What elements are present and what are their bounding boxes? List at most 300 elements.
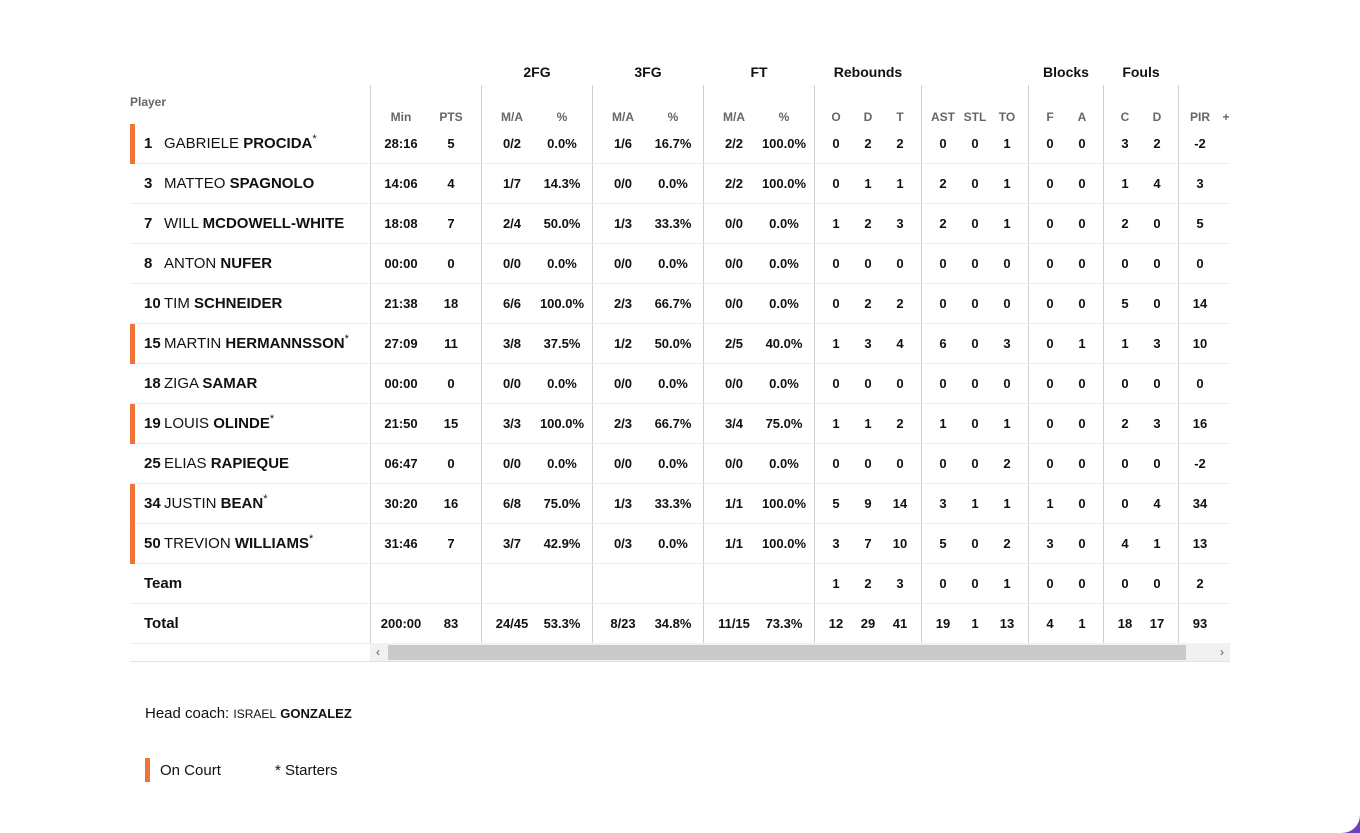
- stat-min: 28:16: [384, 136, 418, 151]
- player-first-name: TREVION: [164, 535, 231, 552]
- table-row: [130, 284, 370, 324]
- stat-fg2_ma: 6/6: [502, 296, 522, 311]
- player-name[interactable]: [164, 484, 267, 524]
- stat-fouls_c: 2: [1121, 416, 1129, 431]
- stat-fg2_pct: 37.5%: [543, 336, 581, 351]
- stat-reb_o: 0: [832, 256, 840, 271]
- player-last-name: BEAN: [220, 495, 264, 512]
- stat-fg2_ma: 2/4: [502, 216, 522, 231]
- player-first-name: LOUIS: [164, 415, 210, 432]
- stat-to: 0: [1003, 296, 1011, 311]
- player-first-name: ZIGA: [164, 375, 199, 392]
- stat-fg3_pct: 0.0%: [658, 256, 688, 271]
- stat-pir: 34: [1192, 496, 1208, 511]
- stat-pir: -2: [1194, 456, 1206, 471]
- stat-blk_f: 1: [1046, 496, 1054, 511]
- stat-min: 00:00: [384, 376, 418, 391]
- stat-to: 3: [1003, 336, 1011, 351]
- stat-to: 0: [1003, 256, 1011, 271]
- stat-fouls_c: 0: [1121, 576, 1129, 591]
- stat-fouls_d: 0: [1153, 256, 1161, 271]
- group-header-fouls: Fouls: [1122, 64, 1160, 80]
- stat-stl: 0: [971, 136, 979, 151]
- stat-reb_t: 2: [896, 416, 904, 431]
- horizontal-scrollbar[interactable]: [370, 643, 1230, 662]
- stat-ft_pct: 73.3%: [765, 616, 803, 631]
- column-header-fg3_ma[interactable]: M/A: [612, 110, 634, 124]
- team-stats-row: [370, 564, 1230, 604]
- stat-fouls_d: 3: [1153, 336, 1161, 351]
- stat-ft_pct: 0.0%: [769, 256, 799, 271]
- column-header-fouls_d[interactable]: D: [1152, 110, 1162, 124]
- stat-fouls_d: 17: [1149, 616, 1165, 631]
- oncourt-indicator: [130, 124, 135, 164]
- stat-fg3_pct: 66.7%: [654, 296, 692, 311]
- stat-ast: 3: [939, 496, 947, 511]
- stat-fg2_pct: 50.0%: [543, 216, 581, 231]
- total-label: Total: [144, 615, 179, 632]
- stat-blk_f: 0: [1046, 376, 1054, 391]
- stat-fg3_ma: 8/23: [610, 616, 636, 631]
- table-row: [130, 364, 370, 404]
- stat-fg3_ma: 0/0: [613, 456, 633, 471]
- stat-blk_a: 0: [1078, 296, 1086, 311]
- stat-ft_ma: 0/0: [724, 456, 744, 471]
- stat-pir: 3: [1196, 176, 1204, 191]
- oncourt-indicator: [130, 404, 135, 444]
- stat-reb_o: 0: [832, 176, 840, 191]
- head-coach-label: Head coach:: [145, 705, 230, 722]
- stat-pir: 0: [1196, 376, 1204, 391]
- stat-ast: 19: [935, 616, 951, 631]
- stat-min: [375, 564, 427, 604]
- group-header-reb: Rebounds: [833, 64, 903, 80]
- stat-pir: 2: [1196, 576, 1204, 591]
- stat-blk_f: 0: [1046, 216, 1054, 231]
- stat-fg2_pct: 100.0%: [539, 296, 585, 311]
- stat-fg3_pct: 0.0%: [658, 176, 688, 191]
- stat-reb_t: 3: [896, 216, 904, 231]
- player-name-cell[interactable]: [130, 164, 370, 204]
- stat-fg2_pct: 42.9%: [543, 536, 581, 551]
- stat-stl: 1: [971, 496, 979, 511]
- boxscore-table[interactable]: [130, 0, 1230, 662]
- stat-ast: 5: [939, 536, 947, 551]
- stat-blk_a: 0: [1078, 496, 1086, 511]
- stat-reb_t: 1: [896, 176, 904, 191]
- player-number: 18: [144, 375, 161, 392]
- player-name-cell[interactable]: [130, 244, 370, 284]
- stat-pir: 14: [1192, 296, 1208, 311]
- stat-reb_t: 3: [896, 576, 904, 591]
- stat-fg3_pct: 66.7%: [654, 416, 692, 431]
- stat-blk_f: 0: [1046, 256, 1054, 271]
- stat-ft_pct: 100.0%: [761, 496, 807, 511]
- stat-ast: 0: [939, 136, 947, 151]
- stat-reb_o: 0: [832, 456, 840, 471]
- player-number: 1: [144, 135, 153, 152]
- table-row: [130, 444, 370, 484]
- stat-fg2_ma: 1/7: [502, 176, 522, 191]
- starter-marker: *: [269, 413, 275, 425]
- stat-ast: 2: [939, 216, 947, 231]
- player-first-name: ANTON: [164, 255, 217, 272]
- stat-stl: 0: [971, 256, 979, 271]
- stat-ft_pct: 100.0%: [761, 136, 807, 151]
- stat-fg3_ma: 1/6: [613, 136, 633, 151]
- stat-blk_a: 0: [1078, 456, 1086, 471]
- stat-pts: 11: [444, 336, 458, 351]
- stat-min: 21:38: [384, 296, 418, 311]
- column-header-fg2_ma[interactable]: M/A: [501, 110, 523, 124]
- stat-reb_o: 12: [828, 616, 844, 631]
- player-name-cell[interactable]: [130, 284, 370, 324]
- column-header-pts[interactable]: PTS: [439, 110, 463, 124]
- stat-fg2_ma: 0/0: [502, 456, 522, 471]
- stat-ft_ma: 0/0: [724, 256, 744, 271]
- stat-fg3_ma: 0/0: [613, 256, 633, 271]
- stat-reb_o: 3: [832, 536, 840, 551]
- stat-fg2_pct: 0.0%: [547, 456, 577, 471]
- column-header-reb_o[interactable]: O: [831, 110, 841, 124]
- stat-reb_d: 2: [864, 216, 872, 231]
- player-last-name: SCHNEIDER: [194, 295, 283, 312]
- stat-min: 00:00: [384, 256, 418, 271]
- stat-ft_ma: 0/0: [724, 296, 744, 311]
- table-row-stats: [370, 404, 1230, 444]
- column-header-to[interactable]: TO: [998, 110, 1016, 124]
- column-header-stl[interactable]: STL: [963, 110, 987, 124]
- oncourt-legend-marker: [145, 758, 150, 782]
- stat-reb_d: 29: [860, 616, 876, 631]
- stat-fg2_ma: 24/45: [495, 616, 529, 631]
- table-row: [130, 324, 370, 364]
- starters-legend-label: * Starters: [275, 762, 338, 779]
- stat-to: 1: [1003, 576, 1011, 591]
- total-row: [130, 604, 370, 644]
- scroll-right-icon[interactable]: ›: [1220, 645, 1224, 659]
- stat-fg3_ma: 0/0: [613, 376, 633, 391]
- table-row-stats: [370, 164, 1230, 204]
- team-label: Team: [144, 575, 183, 592]
- stat-fouls_d: 0: [1153, 376, 1161, 391]
- stat-fg3_ma: 0/3: [613, 536, 633, 551]
- player-first-name: TIM: [164, 295, 190, 312]
- player-last-name: PROCIDA: [243, 135, 313, 152]
- stat-fg3_pct: 50.0%: [654, 336, 692, 351]
- stat-fouls_c: 2: [1121, 216, 1129, 231]
- stat-ft_pct: 0.0%: [769, 456, 799, 471]
- stat-min: 21:50: [384, 416, 418, 431]
- player-number: 19: [144, 415, 161, 432]
- stat-fouls_d: 0: [1153, 296, 1161, 311]
- stat-min: 27:09: [384, 336, 418, 351]
- player-name-cell[interactable]: [130, 324, 370, 364]
- stat-stl: 0: [971, 376, 979, 391]
- stat-fouls_c: 0: [1121, 496, 1129, 511]
- stat-to: 2: [1003, 536, 1011, 551]
- stat-pir: 93: [1192, 616, 1208, 631]
- starter-marker: *: [263, 493, 268, 505]
- player-name[interactable]: [164, 244, 272, 284]
- player-first-name: GABRIELE: [164, 135, 240, 152]
- column-header-reb_d[interactable]: D: [863, 110, 873, 124]
- player-number: 10: [144, 295, 161, 312]
- stat-ft_ma: 3/4: [724, 416, 744, 431]
- stat-fg2_ma: [492, 564, 532, 604]
- stat-min: 18:08: [384, 216, 418, 231]
- stat-stl: 0: [971, 576, 979, 591]
- player-number: 3: [144, 175, 153, 192]
- stat-pts: 4: [447, 176, 455, 191]
- oncourt-legend-label: On Court: [160, 762, 221, 779]
- stat-blk_f: 0: [1046, 456, 1054, 471]
- player-name[interactable]: [164, 364, 257, 404]
- scroll-thumb[interactable]: [388, 645, 1186, 660]
- column-header-fouls_c[interactable]: C: [1120, 110, 1130, 124]
- stat-fg3_ma: 1/3: [613, 216, 633, 231]
- player-name[interactable]: [164, 124, 317, 164]
- player-name[interactable]: [164, 404, 274, 444]
- stat-pir: 16: [1192, 416, 1208, 431]
- stat-fouls_c: 0: [1121, 256, 1129, 271]
- stat-blk_a: 1: [1078, 336, 1086, 351]
- stat-fouls_c: 4: [1121, 536, 1129, 551]
- player-name-cell[interactable]: [130, 444, 370, 484]
- stat-reb_d: 0: [864, 456, 872, 471]
- stat-ft_pct: 0.0%: [769, 296, 799, 311]
- player-name-cell[interactable]: [130, 524, 370, 564]
- stat-reb_t: 4: [896, 336, 904, 351]
- oncourt-indicator: [130, 524, 135, 564]
- stat-stl: 0: [971, 336, 979, 351]
- player-last-name: RAPIEQUE: [210, 455, 290, 472]
- stat-reb_o: 0: [832, 136, 840, 151]
- table-row-stats: [370, 124, 1230, 164]
- column-header-reb_t[interactable]: T: [896, 110, 904, 124]
- team-row: [130, 564, 370, 604]
- stat-to: 0: [1003, 376, 1011, 391]
- stat-reb_o: 0: [832, 296, 840, 311]
- column-header-ft_pct[interactable]: %: [778, 110, 790, 124]
- player-name[interactable]: [164, 164, 314, 204]
- column-header-plusminus[interactable]: +: [1222, 110, 1230, 124]
- stat-fg3_pct: 33.3%: [654, 216, 692, 231]
- stat-fg2_pct: 0.0%: [547, 256, 577, 271]
- player-first-name: ELIAS: [164, 455, 207, 472]
- stat-blk_f: 0: [1046, 576, 1054, 591]
- stat-ast: 1: [939, 416, 947, 431]
- table-row: [130, 164, 370, 204]
- stat-ft_ma: 2/5: [724, 336, 744, 351]
- column-header-fg3_pct[interactable]: %: [667, 110, 679, 124]
- stat-stl: 0: [971, 216, 979, 231]
- stat-ft_ma: [710, 564, 758, 604]
- stat-blk_a: 0: [1078, 376, 1086, 391]
- table-row: [130, 204, 370, 244]
- stat-ast: 0: [939, 576, 947, 591]
- oncourt-indicator: [130, 484, 135, 524]
- player-name[interactable]: [164, 324, 349, 364]
- stat-fg2_pct: 0.0%: [547, 136, 577, 151]
- player-name-cell[interactable]: [130, 484, 370, 524]
- player-name[interactable]: [164, 204, 344, 244]
- stat-ft_ma: 1/1: [724, 536, 744, 551]
- stat-reb_o: 1: [832, 416, 840, 431]
- stat-fouls_d: 0: [1153, 216, 1161, 231]
- player-last-name: SPAGNOLO: [229, 175, 315, 192]
- stat-reb_o: 0: [832, 376, 840, 391]
- stat-pts: 15: [443, 416, 459, 431]
- stat-reb_d: 2: [864, 576, 872, 591]
- player-name-cell: [130, 604, 370, 644]
- table-row: [130, 244, 370, 284]
- player-header: Player: [130, 95, 167, 109]
- stat-min: 14:06: [384, 176, 418, 191]
- stat-pts: 18: [443, 296, 459, 311]
- stat-fg3_pct: 16.7%: [654, 136, 692, 151]
- stat-fouls_d: 4: [1153, 176, 1161, 191]
- player-last-name: HERMANNSSON: [225, 335, 345, 352]
- table-row-stats: [370, 324, 1230, 364]
- stat-blk_f: 0: [1046, 136, 1054, 151]
- stat-reb_d: 1: [864, 416, 872, 431]
- table-row-stats: [370, 524, 1230, 564]
- table-row: [130, 404, 370, 444]
- player-last-name: OLINDE: [213, 415, 270, 432]
- stat-reb_t: 2: [896, 296, 904, 311]
- column-header-fg2_pct[interactable]: %: [556, 110, 568, 124]
- stat-ast: 6: [939, 336, 947, 351]
- stat-min: 200:00: [380, 616, 422, 631]
- stat-blk_f: 3: [1046, 536, 1054, 551]
- stat-ast: 0: [939, 456, 947, 471]
- stat-stl: 0: [971, 416, 979, 431]
- column-header-min[interactable]: Min: [390, 110, 412, 124]
- stat-reb_o: 1: [832, 216, 840, 231]
- column-header-pir[interactable]: PIR: [1189, 110, 1210, 124]
- player-name-cell[interactable]: [130, 404, 370, 444]
- table-row-stats: [370, 204, 1230, 244]
- stat-fouls_c: 0: [1121, 456, 1129, 471]
- player-name[interactable]: [164, 284, 282, 324]
- stat-fg2_pct: [534, 564, 590, 604]
- oncourt-indicator: [130, 324, 135, 364]
- stat-to: 1: [1003, 496, 1011, 511]
- stat-blk_a: 0: [1078, 216, 1086, 231]
- table-row-stats: [370, 244, 1230, 284]
- stat-ast: 0: [939, 376, 947, 391]
- stat-to: 1: [1003, 136, 1011, 151]
- stat-to: 13: [999, 616, 1015, 631]
- stat-min: 31:46: [384, 536, 418, 551]
- stat-blk_a: 0: [1078, 136, 1086, 151]
- stat-reb_t: 2: [896, 136, 904, 151]
- stat-ft_pct: 0.0%: [769, 216, 799, 231]
- player-number: 25: [144, 455, 161, 472]
- stat-fouls_d: 0: [1153, 576, 1161, 591]
- column-header-blk_a[interactable]: A: [1077, 110, 1087, 124]
- player-first-name: JUSTIN: [164, 495, 217, 512]
- column-header-ft_ma[interactable]: M/A: [723, 110, 745, 124]
- stat-pts: [431, 564, 471, 604]
- stat-reb_o: 1: [832, 336, 840, 351]
- player-last-name: SAMAR: [202, 375, 258, 392]
- stat-ft_pct: 75.0%: [765, 416, 803, 431]
- stat-fg3_ma: 2/3: [613, 416, 633, 431]
- group-header-fg2: 2FG: [523, 64, 551, 80]
- stats-columns[interactable]: [370, 0, 1230, 662]
- stat-blk_f: 0: [1046, 176, 1054, 191]
- stat-fg2_pct: 75.0%: [543, 496, 581, 511]
- player-last-name: MCDOWELL-WHITE: [202, 215, 345, 232]
- head-coach-first-name: ISRAEL: [233, 707, 277, 721]
- column-header-ast[interactable]: AST: [931, 110, 955, 124]
- group-header-fg3: 3FG: [634, 64, 662, 80]
- stat-fg3_pct: [645, 564, 701, 604]
- stat-pts: 7: [447, 216, 455, 231]
- stat-blk_a: 0: [1078, 416, 1086, 431]
- stat-blk_a: 0: [1078, 256, 1086, 271]
- total-stats-row: [370, 604, 1230, 644]
- stat-pts: 16: [443, 496, 459, 511]
- stat-ft_ma: 0/0: [724, 216, 744, 231]
- stat-reb_d: 1: [864, 176, 872, 191]
- scroll-left-icon[interactable]: ‹: [376, 645, 380, 659]
- player-name[interactable]: [164, 444, 289, 484]
- stat-reb_t: 0: [896, 376, 904, 391]
- stat-fg3_ma: 2/3: [613, 296, 633, 311]
- stat-fg3_ma: 1/2: [613, 336, 633, 351]
- stat-fouls_c: 3: [1121, 136, 1129, 151]
- stat-ast: 2: [939, 176, 947, 191]
- player-name-cell[interactable]: [130, 364, 370, 404]
- stat-blk_a: 1: [1078, 616, 1086, 631]
- stat-ft_pct: 100.0%: [761, 536, 807, 551]
- stat-fg2_pct: 100.0%: [539, 416, 585, 431]
- player-name-cell[interactable]: [130, 204, 370, 244]
- group-header-blk: Blocks: [1043, 64, 1089, 80]
- stat-pts: 0: [447, 456, 455, 471]
- table-row: [130, 484, 370, 524]
- stat-fouls_d: 4: [1153, 496, 1161, 511]
- stat-blk_a: 0: [1078, 176, 1086, 191]
- stat-stl: 0: [971, 176, 979, 191]
- stat-fouls_c: 1: [1121, 176, 1129, 191]
- stat-fouls_c: 1: [1121, 336, 1129, 351]
- column-header-blk_f[interactable]: F: [1046, 110, 1054, 124]
- stat-fouls_d: 2: [1153, 136, 1161, 151]
- stat-fg2_ma: 3/7: [502, 536, 522, 551]
- stat-fg3_ma: 1/3: [613, 496, 633, 511]
- player-name-cell[interactable]: [130, 124, 370, 164]
- stat-stl: 0: [971, 536, 979, 551]
- stat-fg2_pct: 53.3%: [543, 616, 581, 631]
- stat-fg2_pct: 0.0%: [547, 376, 577, 391]
- table-row: [130, 524, 370, 564]
- stat-reb_d: 0: [864, 256, 872, 271]
- stat-ft_pct: 40.0%: [765, 336, 803, 351]
- stat-fg2_ma: 0/0: [502, 376, 522, 391]
- stat-to: 1: [1003, 416, 1011, 431]
- stat-blk_f: 4: [1046, 616, 1054, 631]
- stat-to: 2: [1003, 456, 1011, 471]
- player-name[interactable]: [164, 524, 313, 564]
- stat-blk_f: 0: [1046, 296, 1054, 311]
- stat-fg3_pct: 0.0%: [658, 376, 688, 391]
- stat-reb_t: 0: [896, 256, 904, 271]
- stat-fg2_ma: 3/8: [502, 336, 522, 351]
